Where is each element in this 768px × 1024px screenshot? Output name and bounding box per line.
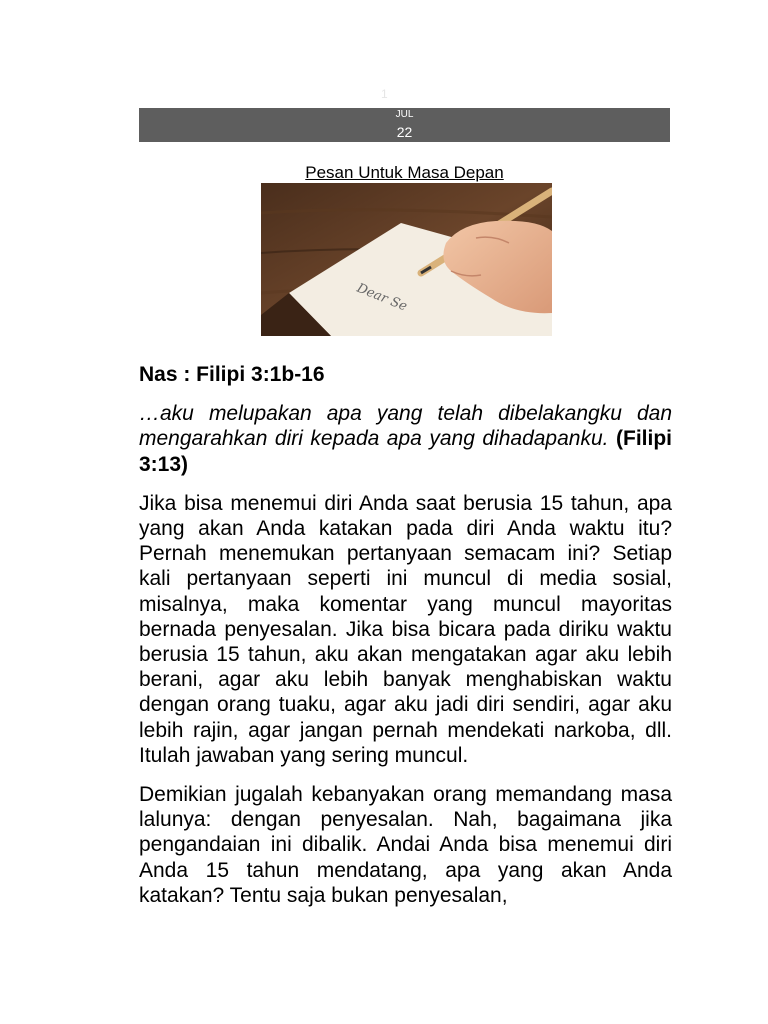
page-number: 1 — [381, 87, 388, 101]
body-paragraph: Jika bisa menemui diri Anda saat berusia 15 tahun, apa yang akan Anda katakan pada diri Anda waktu itu? Pernah menemukan pertanyaan semacam ini? Setiap kali pertanyaan seperti ini muncul di media sosial, misalnya, maka komentar yang muncul mayoritas bernada penyesalan. Jika bisa bicara pada diriku waktu berusia 15 tahun, aku akan mengatakan agar aku lebih berani, agar aku lebih banyak menghabiskan waktu dengan orang tuaku, agar aku jadi diri sendiri, agar aku lebih rajin, agar jangan pernah mendekati narkoba, dll. Itulah jawaban yang sering muncul. — [139, 491, 672, 767]
article-body — [139, 362, 672, 922]
key-verse-text: …aku melupakan apa yang telah dibelakangku dan mengarahkan diri kepada apa yang dihadapanku. — [139, 402, 672, 451]
date-day: 22 — [396, 124, 413, 140]
article-title[interactable]: Pesan Untuk Masa Depan — [305, 163, 504, 182]
body-paragraph: Demikian jugalah kebanyakan orang memandang masa lalunya: dengan penyesalan. Nah, bagaimana jika pengandaian ini dibalik. Andai Anda bisa menemui diri Anda 15 tahun mendatang, apa yang akan Anda katakan? Tentu saja bukan penyesalan, — [139, 783, 672, 907]
key-verse — [139, 401, 672, 477]
handwriting-text: Dear Se — [354, 280, 410, 315]
scripture-reference: Nas : Filipi 3:1b-16 — [139, 363, 325, 386]
key-verse-ref: (Filipi 3:13) — [139, 427, 672, 476]
photo-illustration — [261, 183, 552, 336]
date-banner — [139, 108, 670, 142]
date-month: JUL — [395, 109, 414, 120]
hand-writing-letter-photo — [261, 183, 552, 336]
